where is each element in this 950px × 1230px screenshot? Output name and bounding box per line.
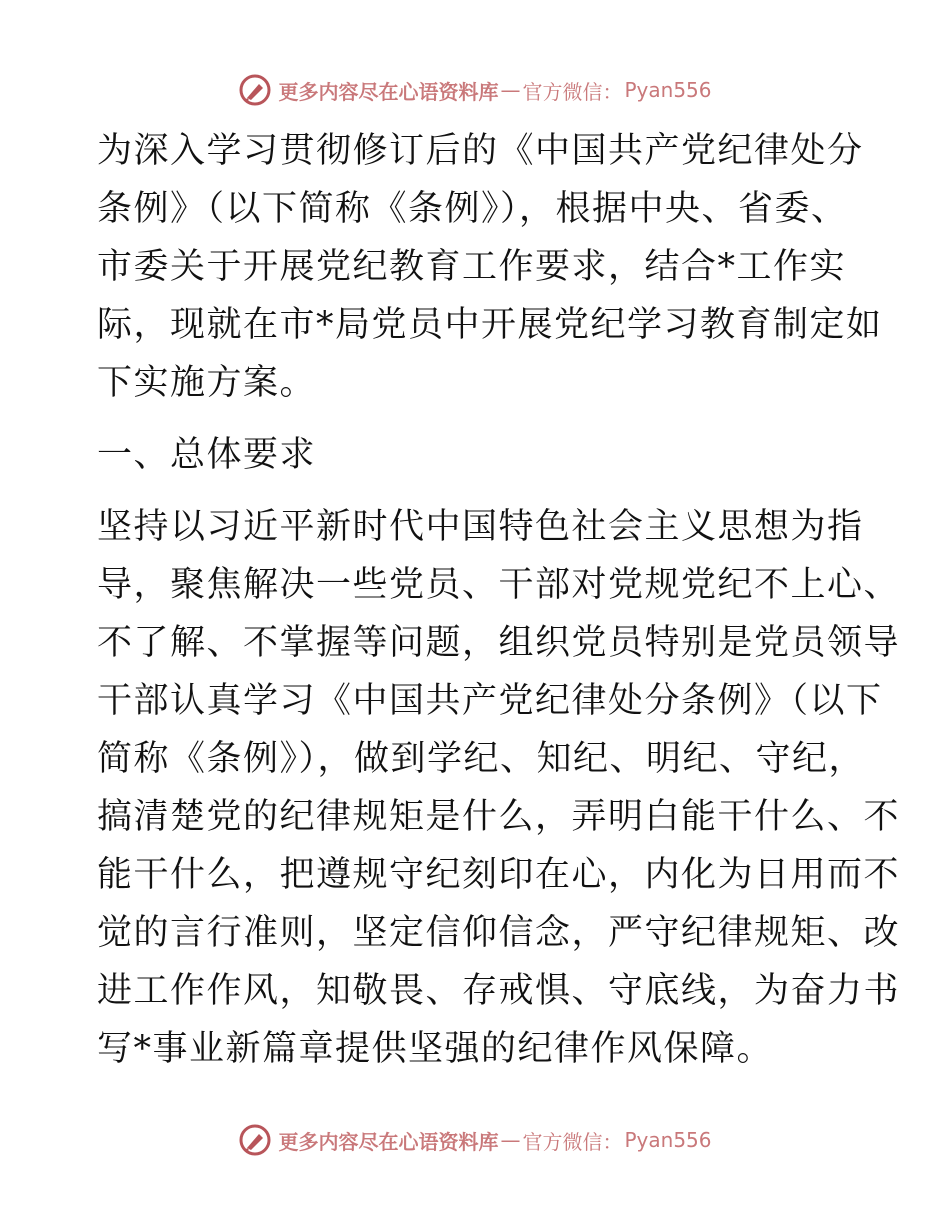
- body-line: 坚持以习近平新时代中国特色社会主义思想为指: [97, 507, 864, 547]
- pen-logo-icon: [238, 1123, 272, 1157]
- banner-wechat-label: 官方微信：: [522, 1129, 623, 1154]
- pen-logo-icon: [238, 73, 272, 107]
- body-line: 能干什么，把遵规守纪刻印在心，内化为日用而不: [97, 855, 901, 895]
- intro-line: 条例》（以下简称《条例》），根据中央、省委、: [97, 189, 848, 229]
- body-line: 觉的言行准则，坚定信仰信念，严守纪律规矩、改: [97, 913, 901, 953]
- document-body: [97, 122, 901, 1078]
- body-line: 干部认真学习《中国共产党纪律处分条例》（以下: [97, 681, 883, 721]
- body-line: 写*事业新篇章提供坚强的纪律作风保障。: [97, 1029, 774, 1069]
- footer-banner: [0, 1120, 950, 1160]
- banner-dash: —: [500, 1128, 521, 1152]
- banner-wechat-id: Pyan556: [624, 1128, 712, 1152]
- banner-wechat-id: Pyan556: [624, 78, 712, 102]
- banner-title: 更多内容尽在心语资料库: [278, 1129, 499, 1154]
- banner-wechat-label: 官方微信：: [522, 79, 623, 104]
- section-heading: 一、总体要求: [97, 435, 317, 475]
- body-line: 进工作作风，知敬畏、存戒惧、守底线，为奋力书: [97, 971, 901, 1011]
- body-line: 导，聚焦解决一些党员、干部对党规党纪不上心、: [97, 565, 901, 605]
- body-line: 不了解、不掌握等问题，组织党员特别是党员领导: [97, 623, 901, 663]
- intro-line: 际，现就在市*局党员中开展党纪学习教育制定如: [97, 305, 883, 345]
- intro-line: 为深入学习贯彻修订后的《中国共产党纪律处分: [97, 131, 864, 171]
- banner-dash: —: [500, 78, 521, 102]
- body-line: 简称《条例》），做到学纪、知纪、明纪、守纪，: [97, 739, 866, 779]
- intro-line: 下实施方案。: [97, 363, 317, 403]
- header-banner: [0, 70, 950, 110]
- intro-line: 市委关于开展党纪教育工作要求，结合*工作实: [97, 247, 847, 287]
- banner-title: 更多内容尽在心语资料库: [278, 79, 499, 104]
- body-line: 搞清楚党的纪律规矩是什么，弄明白能干什么、不: [97, 797, 901, 837]
